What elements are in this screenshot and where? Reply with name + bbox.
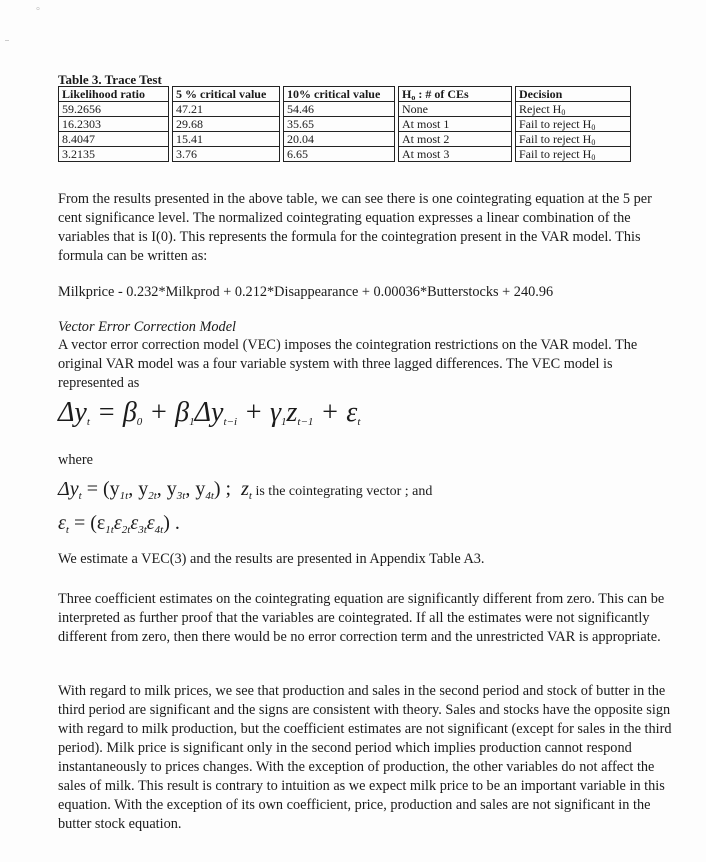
cell-decision: Reject $H_0$	[516, 102, 631, 117]
cell-5pct: 29.68	[173, 117, 280, 132]
table-header-row	[59, 87, 631, 102]
paragraph-milk-prices: With regard to milk prices, we see that production and sales in the second period and stock of butter in the third period are significant and the signs are consistent with theory. Sales and stocks have the opposite sign with regard to milk production, but the coefficient estimates are not significant (except for sales in the third period). Milk price is significant only in the second period which implies production cannot respond instantaneously to prices changes. With the exception of production, the other variables do not affect the sales of milk. This result is contrary to intuition as we expect milk price to be an important variable in this equation. With the exception of its own coefficient, price, production and sales are not significant in the butter stock equation.	[58, 683, 672, 832]
cell-h0: At most 3	[399, 147, 512, 162]
cell-decision: Fail to reject $H_0$	[516, 117, 631, 132]
cell-decision: Fail to reject $H_0$	[516, 147, 631, 162]
scan-tick	[5, 40, 9, 41]
table-row	[59, 117, 631, 132]
paragraph-results: From the results presented in the above table, we can see there is one cointegrating equation at the 5 per cent significance level. The normalized cointegrating equation expresses a linear combination of the variables that is I(0). This represents the formula for the cointegration present in the VAR model. This formula can be written as:	[58, 191, 652, 264]
paragraph-estimate: We estimate a VEC(3) and the results are presented in Appendix Table A3.	[58, 551, 485, 567]
paragraph-vec: A vector error correction model (VEC) imposes the cointegration restrictions on the VAR model. The original VAR model was a four variable system with three lagged differences. The VEC model is represented as	[58, 337, 638, 391]
cell-5pct: 47.21	[173, 102, 280, 117]
epsilon-definition: $\varepsilon_t = (\varepsilon_{1t}\varepsilon_{2t}\varepsilon_{3t}\varepsilon_{4t})$ .	[58, 512, 180, 536]
header-decision: Decision	[516, 87, 631, 102]
paragraph-coefficients: Three coefficient estimates on the cointegrating equation are significantly different from zero. This can be interpreted as further proof that the variables are cointegrated. If all the estimates were not significantly different from zero, then there would be no error correction term and the unrestricted VAR is appropriate.	[58, 591, 665, 645]
cell-5pct: 15.41	[173, 132, 280, 147]
section-heading: Vector Error Correction Model	[58, 319, 237, 335]
delta-y-definition: $\Delta y_t = (y_{1t}$, $y_{2t}$, $y_{3t}$, $y_{4t}$) ; $z_t$ is the cointegrating vector ; and	[58, 478, 433, 502]
trace-test-table	[58, 86, 631, 162]
cointegration-formula: Milkprice - 0.232*Milkprod + 0.212*Disappearance + 0.00036*Butterstocks + 240.96	[58, 284, 554, 300]
table-row	[59, 132, 631, 147]
cell-lr: 3.2135	[59, 147, 169, 162]
cell-decision: Fail to reject $H_0$	[516, 132, 631, 147]
cell-10pct: 6.65	[284, 147, 395, 162]
cell-10pct: 35.65	[284, 117, 395, 132]
table-row	[59, 102, 631, 117]
header-5pct: 5 % critical value	[173, 87, 280, 102]
cell-lr: 59.2656	[59, 102, 169, 117]
header-h0: $H_o$ : # of CEs	[399, 87, 512, 102]
cell-lr: 8.4047	[59, 132, 169, 147]
cell-lr: 16.2303	[59, 117, 169, 132]
cell-h0: At most 2	[399, 132, 512, 147]
table-row	[59, 147, 631, 162]
cell-10pct: 20.04	[284, 132, 395, 147]
cell-10pct: 54.46	[284, 102, 395, 117]
header-likelihood-ratio: Likelihood ratio	[59, 87, 169, 102]
header-10pct: 10% critical value	[284, 87, 395, 102]
cell-h0: None	[399, 102, 512, 117]
cell-5pct: 3.76	[173, 147, 280, 162]
cell-h0: At most 1	[399, 117, 512, 132]
scan-mark: °	[36, 6, 40, 17]
vec-equation: $\Delta y_t = \beta_0 + \beta_1\Delta y_{t-i} + \gamma_1z_{t-1} + \varepsilon_t$	[58, 397, 361, 428]
where-label: where	[58, 452, 93, 468]
table-caption: Table 3. Trace Test	[58, 72, 162, 87]
